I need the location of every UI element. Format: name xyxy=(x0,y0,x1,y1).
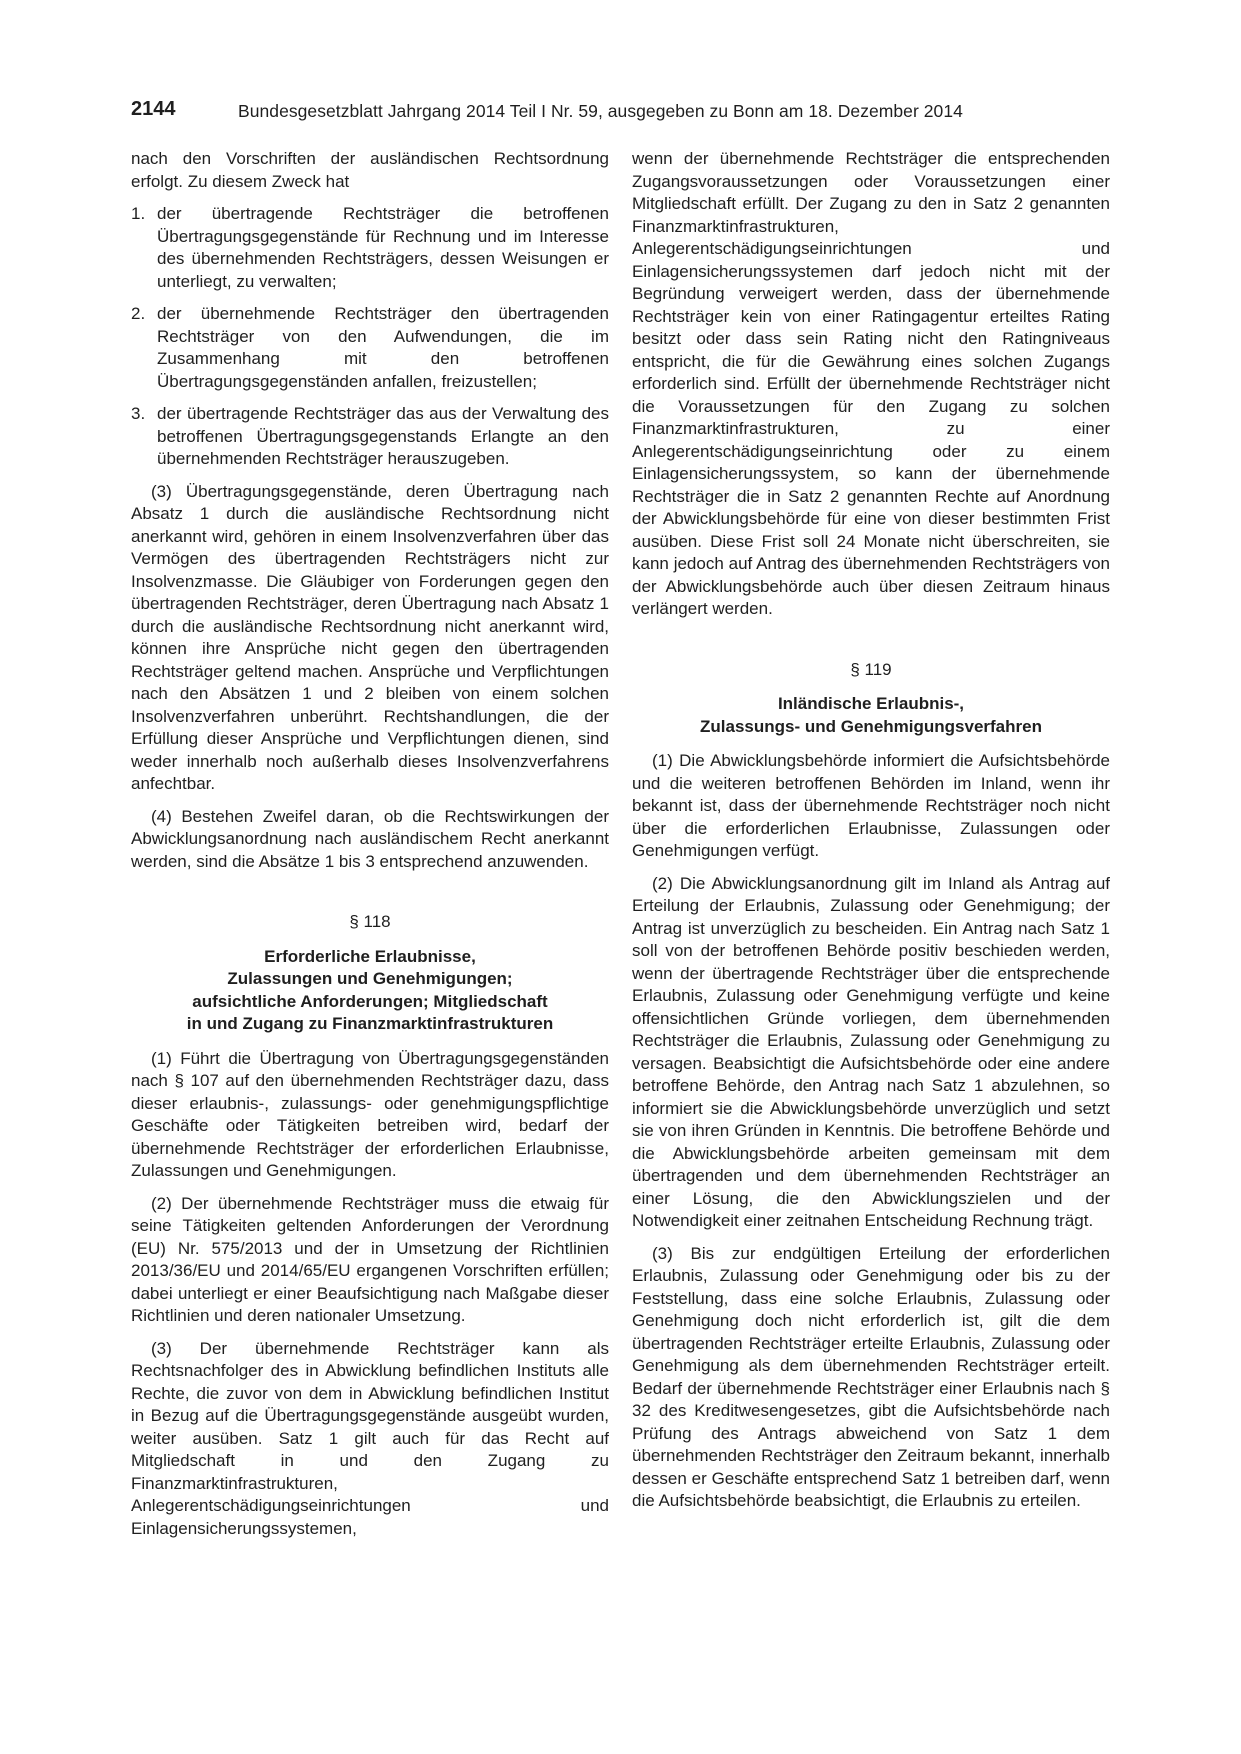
section-118-paragraph-2: (2) Der übernehmende Rechtsträger muss die etwaig für seine Tätigkeiten geltenden Anforderungen der Verordnung (EU) Nr. 575/2013 und der in Umsetzung der Richtlinien 2013/36/EU und 2014/65/EU ergangenen Vorschriften erfüllen; dabei unterliegt er einer Beaufsichtigung nach Maßgabe dieser Richtlinien und deren nationaler Umsetzung. xyxy=(131,1193,609,1325)
right-column xyxy=(632,148,1110,1513)
section-119-paragraph-3: (3) Bis zur endgültigen Erteilung der erforderlichen Erlaubnis, Zulassung oder Genehmigung oder bis zu der Feststellung, dass eine solche Erlaubnis, Zulassung oder Genehmigung doch nicht erforderlich ist, gilt die dem übertragenden Rechtsträger erteilte Erlaubnis, Zulassung oder Genehmigung als dem übernehmenden Rechtsträger erteilt. Bedarf der übernehmende Rechtsträger einer Erlaubnis nach § 32 des Kreditwesengesetzes, gibt die Aufsichtsbehörde nach Prüfung des Antrags abweichend von Satz 1 dem übernehmenden Rechtsträger den Zeitraum bekannt, innerhalb dessen er Geschäfte entsprechend Satz 1 betreiben darf, wenn die Aufsichtsbehörde beabsichtigt, die Erlaubnis zu erteilen. xyxy=(632,1243,1110,1510)
section-heading xyxy=(632,693,1110,738)
section-number: § 118 xyxy=(349,912,391,931)
paragraph-4: (4) Bestehen Zweifel daran, ob die Rechtswirkungen der Abwicklungsanordnung nach ausländischem Recht anerkannt werden, sind die Absätze 1 bis 3 entsprechend anzuwenden. xyxy=(131,806,609,871)
gazette-title: Bundesgesetzblatt Jahrgang 2014 Teil I Nr. 59, ausgegeben zu Bonn am 18. Dezember 2014 xyxy=(238,101,963,121)
section-heading xyxy=(131,946,609,1036)
section-119 xyxy=(632,659,1110,739)
list-item xyxy=(131,203,609,293)
section-number: § 119 xyxy=(850,659,892,679)
section-118-paragraph-1: (1) Führt die Übertragung von Übertragungsgegenständen nach § 107 auf den übernehmenden Rechtsträger dazu, dass dieser erlaubnis-, zulassungs- oder genehmigungspflichtige Geschäfte oder Tätigkeiten betreiben wird, bedarf der übernehmende Rechtsträger der erforderlichen Erlaubnisse, Zulassungen und Genehmigungen. xyxy=(131,1048,609,1180)
heading-line: Inländische Erlaubnis-, xyxy=(777,694,965,713)
list-item xyxy=(131,403,609,471)
list-item-text: der übertragende Rechtsträger das aus der Verwaltung des betroffenen Übertragungsgegenstands Erlangte an den übernehmenden Rechtsträger herauszugeben. xyxy=(157,404,609,468)
page-number: 2144 xyxy=(131,98,176,120)
section-119-paragraph-2: (2) Die Abwicklungsanordnung gilt im Inland als Antrag auf Erteilung der Erlaubnis, Zulassung oder Genehmigung; der Antrag ist unverzüglich zu bescheiden. Ein Antrag nach Satz 1 soll von der betroffenen Behörde positiv beschieden werden, wenn der übertragende Rechtsträger über die entsprechende Erlaubnis, Zulassung oder Genehmigung verfügte und keine offensichtlichen Gründe vorliegen, dem übernehmenden Rechtsträger die Erlaubnis, Zulassung oder Genehmigung zu versagen. Beabsichtigt die Aufsichtsbehörde oder eine andere betroffene Behörde, den Antrag nach Satz 1 abzulehnen, so informiert sie die Abwicklungsbehörde unverzüglich und setzt sie von ihren Gründen in Kenntnis. Die betroffene Behörde und die Abwicklungsbehörde arbeiten gemeinsam mit dem übertragenden und dem übernehmenden Rechtsträger an einer Lösung, die den Abwicklungszielen und der Notwendigkeit einer zeitnahen Entscheidung Rechnung trägt. xyxy=(632,873,1110,1230)
section-118 xyxy=(131,911,609,1036)
continuation-text: nach den Vorschriften der ausländischen Rechtsordnung erfolgt. Zu diesem Zweck hat xyxy=(131,149,609,191)
section-118-paragraph-3: (3) Der übernehmende Rechtsträger kann als Rechtsnachfolger des in Abwicklung befindlichen Instituts alle Rechte, die zuvor von dem in Abwicklung befindlichen Institut in Bezug auf die Übertragungsgegenstände ausgeübt wurden, weiter ausüben. Satz 1 gilt auch für das Recht auf Mitgliedschaft in und den Zugang zu Finanzmarktinfrastrukturen, Anlegerentschädigungseinrichtungen und Einlagensicherungssystemen, xyxy=(131,1338,609,1538)
section-119-paragraph-1: (1) Die Abwicklungsbehörde informiert die Aufsichtsbehörde und die weiteren betroffenen Behörden im Inland, wenn ihr bekannt ist, dass der übernehmende Rechtsträger noch nicht über die erforderlichen Erlaubnisse, Zulassungen oder Genehmigungen verfügt. xyxy=(632,751,1110,860)
list-item xyxy=(131,303,609,393)
list-item-number: 3. xyxy=(131,404,146,423)
heading-line: Zulassungen und Genehmigungen; xyxy=(227,969,513,988)
heading-line: aufsichtliche Anforderungen; Mitgliedschaft xyxy=(192,991,548,1011)
heading-line: in und Zugang zu Finanzmarktinfrastrukturen xyxy=(186,1014,554,1033)
heading-line: Erforderliche Erlaubnisse, xyxy=(264,946,476,966)
continuation-text: wenn der übernehmende Rechtsträger die entsprechenden Zugangsvoraussetzungen oder Voraussetzungen einer Mitgliedschaft erfüllt. Der Zugang zu den in Satz 2 genannten Finanzmarktinfrastrukturen, Anlegerentschädigungseinrichtungen und Einlagensicherungssystemen darf jedoch nicht mit der Begründung verweigert werden, dass der übernehmende Rechtsträger kein von einer Ratingagentur erteiltes Rating besitzt oder dass sein Rating nicht den Ratingniveaus entspricht, die für die Gewährung eines solchen Zugangs erforderlich sind. Erfüllt der übernehmende Rechtsträger nicht die Voraussetzungen für den Zugang zu solchen Finanzmarktinfrastrukturen, zu einer Anlegerentschädigungseinrichtung oder zu einem Einlagensicherungssystem, so kann der übernehmende Rechtsträger die in Satz 2 genannten Rechte auf Anordnung der Abwicklungsbehörde für eine von dieser bestimmten Frist ausüben. Diese Frist soll 24 Monate nicht überschreiten, sie kann jedoch auf Antrag des übernehmenden Rechtsträgers von der Abwicklungsbehörde auch über diesen Zeitraum hinaus verlängert werden. xyxy=(632,149,1110,618)
heading-line: Zulassungs- und Genehmigungsverfahren xyxy=(700,716,1042,736)
list-item-text: der übertragende Rechtsträger die betroffenen Übertragungsgegenstände für Rechnung und im Interesse des übernehmenden Rechtsträgers, dessen Weisungen er unterliegt, zu verwalten; xyxy=(157,204,609,291)
page-header xyxy=(0,98,1241,126)
left-column xyxy=(131,148,609,1540)
list-item-number: 2. xyxy=(131,304,146,323)
list-item-text: der übernehmende Rechtsträger den übertragenden Rechtsträger von den Aufwendungen, die im Zusammenhang mit den betroffenen Übertragungsgegenständen anfallen, freizustellen; xyxy=(157,304,609,391)
list-item-number: 1. xyxy=(131,204,146,223)
paragraph-3: (3) Übertragungsgegenstände, deren Übertragung nach Absatz 1 durch die ausländische Rechtsordnung nicht anerkannt wird, gehören in einem Insolvenzverfahren über das Vermögen des übertragenden Rechtsträgers nicht zur Insolvenzmasse. Die Gläubiger von Forderungen gegen den übertragenden Rechtsträger, deren Übertragung nach Absatz 1 durch die ausländische Rechtsordnung nicht anerkannt wird, können ihre Ansprüche nicht gegen den übertragenden Rechtsträger geltend machen. Ansprüche und Verpflichtungen nach den Absätzen 1 und 2 bleiben von einem solchen Insolvenzverfahren unberührt. Rechtshandlungen, die der Erfüllung dieser Ansprüche und Verpflichtungen dienen, sind weder innerhalb noch außerhalb dieses Insolvenzverfahrens anfechtbar. xyxy=(131,481,609,793)
